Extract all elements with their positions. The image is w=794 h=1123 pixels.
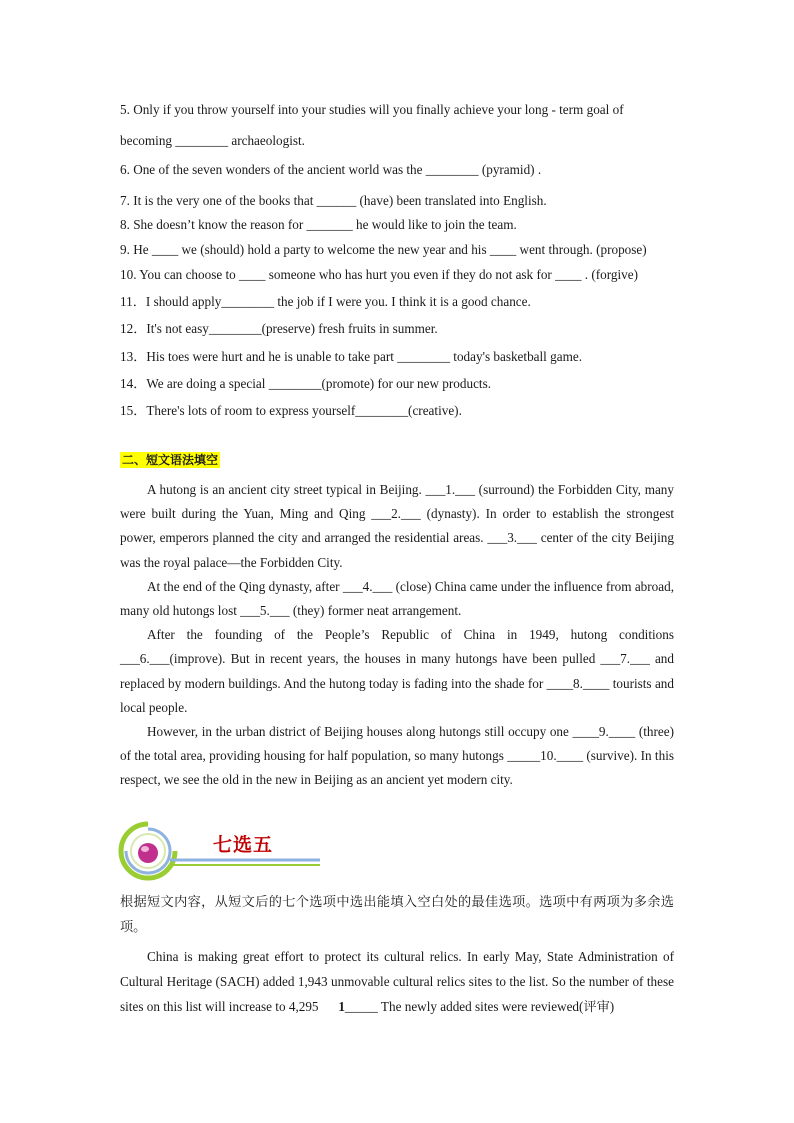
exercise-7: 7. It is the very one of the books that ______ (have) been translated into English. xyxy=(120,193,547,208)
exercise-15: 15．There's lots of room to express yourself________(creative). xyxy=(120,403,462,418)
passage-text: China is making great effort to protect its cultural relics. In early May, State Administration of Cultural Heritage (SACH) added 1,943 unmovable cultural relics sites to the list. So the number of these sites on this list will increase to 4,295 xyxy=(120,949,674,1014)
grammar-paragraph: A hutong is an ancient city street typical in Beijing. ___1.___ (surround) the Forbidden City, many were built during the Yuan, Ming and Qing ___2.___ (dynasty). In order to establish the strongest power, emperors planned the city and arranged the residential areas. ___3.___ center of the city Beijing was the royal palace—the Forbidden City. xyxy=(120,482,674,570)
exercise-8: 8. She doesn’t know the reason for _______ he would like to join the team. xyxy=(120,217,517,232)
grammar-paragraph: However, in the urban district of Beijing houses along hutongs still occupy one ____9.____ (three) of the total area, providing housing for half population, so many hutongs _____10.____ (survive). In this respect, we see the old in the new in Beijing as an ancient yet modern city. xyxy=(120,724,674,788)
exercise-9: 9. He ____ we (should) hold a party to welcome the new year and his ____ went through. (propose) xyxy=(120,242,647,257)
blank-line: _____ xyxy=(344,999,378,1014)
exercise-12: 12．It's not easy________(preserve) fresh fruits in summer. xyxy=(120,321,438,336)
exercise-5-line-2: becoming ________ archaeologist. xyxy=(120,133,305,148)
exercise-13: 13．His toes were hurt and he is unable to take part ________ today's basketball game. xyxy=(120,349,582,364)
grammar-paragraph: After the founding of the People’s Republic of China in 1949, hutong conditions ___6.___(improve). But in recent years, the houses in many hutongs have been pulled ___7.___ and replaced by modern buildings. And the hutong today is fading into the shade for ____8.____ tourists and local people. xyxy=(120,627,674,715)
exercise-14: 14．We are doing a special ________(promote) for our new products. xyxy=(120,376,492,391)
seven-five-passage xyxy=(120,944,674,1019)
passage-tail: The newly added sites were reviewed(评审) xyxy=(377,999,615,1014)
blank-number: 1 xyxy=(338,999,345,1014)
seven-five-title: 七选五 xyxy=(213,834,274,856)
grammar-passage xyxy=(120,478,674,793)
reading-paragraph xyxy=(120,944,674,1019)
grammar-paragraph: At the end of the Qing dynasty, after ___4.___ (close) China came under the influence from abroad, many old hutongs lost ___5.___ (they) former neat arrangement. xyxy=(120,578,674,619)
seven-five-instruction: 根据短文内容，从短文后的七个选项中选出能填入空白处的最佳选项。选项中有两项为多余选项。 xyxy=(120,895,674,935)
exercise-6: 6. One of the seven wonders of the ancient world was the ________ (pyramid) . xyxy=(120,162,542,177)
exercise-11: 11．I should apply________ the job if I were you. I think it is a good chance. xyxy=(120,294,531,309)
grammar-section-heading: 二、短文语法填空 xyxy=(122,453,219,467)
exercise-10: 10. You can choose to ____ someone who has hurt you even if they do not ask for ____ . (forgive) xyxy=(120,267,639,282)
exercise-5-line-1: 5. Only if you throw yourself into your studies will you finally achieve your long - term goal of xyxy=(120,102,624,117)
